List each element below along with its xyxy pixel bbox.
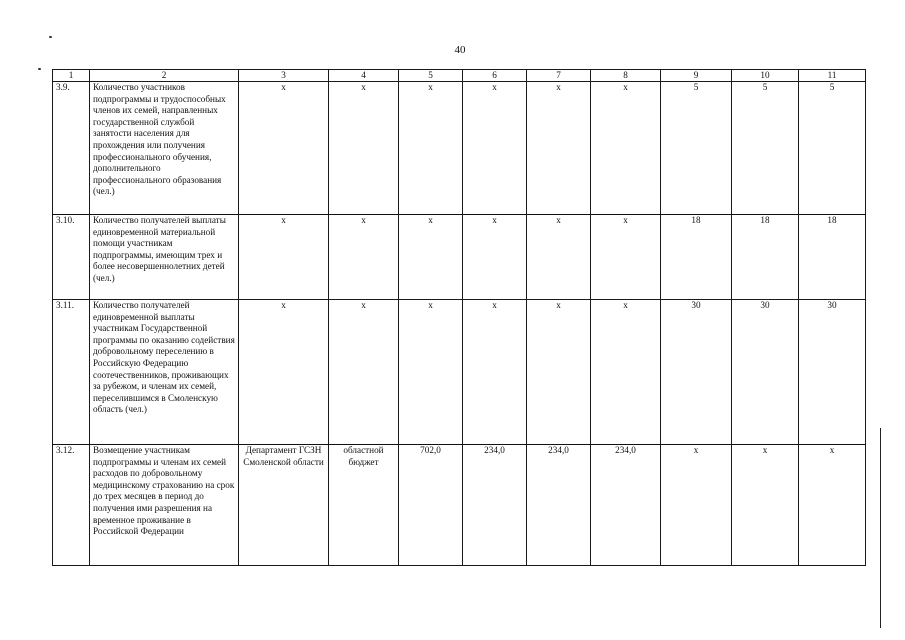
scan-speck: [49, 36, 52, 38]
cell-col7: 234,0: [527, 445, 591, 566]
cell-col3: х: [239, 215, 329, 300]
page-number: 40: [454, 44, 466, 56]
row-description: Возмещение участникам подпрограммы и членам их семей расходов по добровольному медицинскому страхованию на срок до трех месяцев в период до получения ими разрешения на временное проживание в Российской Федерации: [90, 445, 239, 566]
header-cell: 2: [90, 70, 239, 82]
cell-col6: х: [463, 300, 527, 445]
cell-col10: х: [732, 445, 799, 566]
header-cell: 4: [329, 70, 399, 82]
cell-col7: х: [527, 215, 591, 300]
table-row: [53, 445, 866, 566]
cell-col3: х: [239, 82, 329, 215]
cell-col4: х: [329, 82, 399, 215]
cell-col8: х: [591, 300, 661, 445]
cell-col9: х: [661, 445, 732, 566]
cell-col5: х: [399, 82, 463, 215]
row-description: Количество участников подпрограммы и трудоспособных членов их семей, направленных государственной службой занятости населения для прохождения или получения профессионального обучения, дополнительного профессионального образования (чел.): [90, 82, 239, 215]
cell-col7: х: [527, 300, 591, 445]
cell-col7: х: [527, 82, 591, 215]
cell-col10: 18: [732, 215, 799, 300]
header-cell: 6: [463, 70, 527, 82]
cell-col6: 234,0: [463, 445, 527, 566]
cell-col10: 30: [732, 300, 799, 445]
scan-speck: [38, 68, 41, 70]
row-number: 3.12.: [53, 445, 90, 566]
header-cell: 1: [53, 70, 90, 82]
header-cell: 10: [732, 70, 799, 82]
cell-col9: 30: [661, 300, 732, 445]
cell-col4: областной бюджет: [329, 445, 399, 566]
cell-col11: х: [799, 445, 866, 566]
cell-col6: х: [463, 82, 527, 215]
table-row: [53, 82, 866, 215]
header-cell: 7: [527, 70, 591, 82]
cell-col6: х: [463, 215, 527, 300]
cell-col4: х: [329, 300, 399, 445]
scan-edge-line: [880, 428, 881, 628]
cell-col3: Департамент ГСЗН Смоленской области: [239, 445, 329, 566]
row-number: 3.10.: [53, 215, 90, 300]
cell-col11: 18: [799, 215, 866, 300]
cell-col11: 5: [799, 82, 866, 215]
row-description: Количество получателей единовременной выплаты участникам Государственной программы по оказанию содействия добровольному переселению в Российскую Федерацию соотечественников, проживающих за рубежом, и членам их семей, переселившимся в Смоленскую область (чел.): [90, 300, 239, 445]
table-row: [53, 300, 866, 445]
cell-col8: х: [591, 215, 661, 300]
cell-col3: х: [239, 300, 329, 445]
row-number: 3.11.: [53, 300, 90, 445]
cell-col4: х: [329, 215, 399, 300]
cell-col5: х: [399, 215, 463, 300]
cell-col9: 5: [661, 82, 732, 215]
program-indicators-table: [52, 69, 866, 566]
header-cell: 3: [239, 70, 329, 82]
cell-col5: х: [399, 300, 463, 445]
row-description: Количество получателей выплаты единовременной материальной помощи участникам подпрограммы, имеющим трех и более несовершеннолетних детей (чел.): [90, 215, 239, 300]
row-number: 3.9.: [53, 82, 90, 215]
cell-col9: 18: [661, 215, 732, 300]
header-cell: 9: [661, 70, 732, 82]
cell-col5: 702,0: [399, 445, 463, 566]
header-cell: 5: [399, 70, 463, 82]
cell-col10: 5: [732, 82, 799, 215]
cell-col8: х: [591, 82, 661, 215]
table-row: [53, 215, 866, 300]
header-cell: 11: [799, 70, 866, 82]
table-header-row: [53, 70, 866, 82]
cell-col8: 234,0: [591, 445, 661, 566]
cell-col11: 30: [799, 300, 866, 445]
header-cell: 8: [591, 70, 661, 82]
